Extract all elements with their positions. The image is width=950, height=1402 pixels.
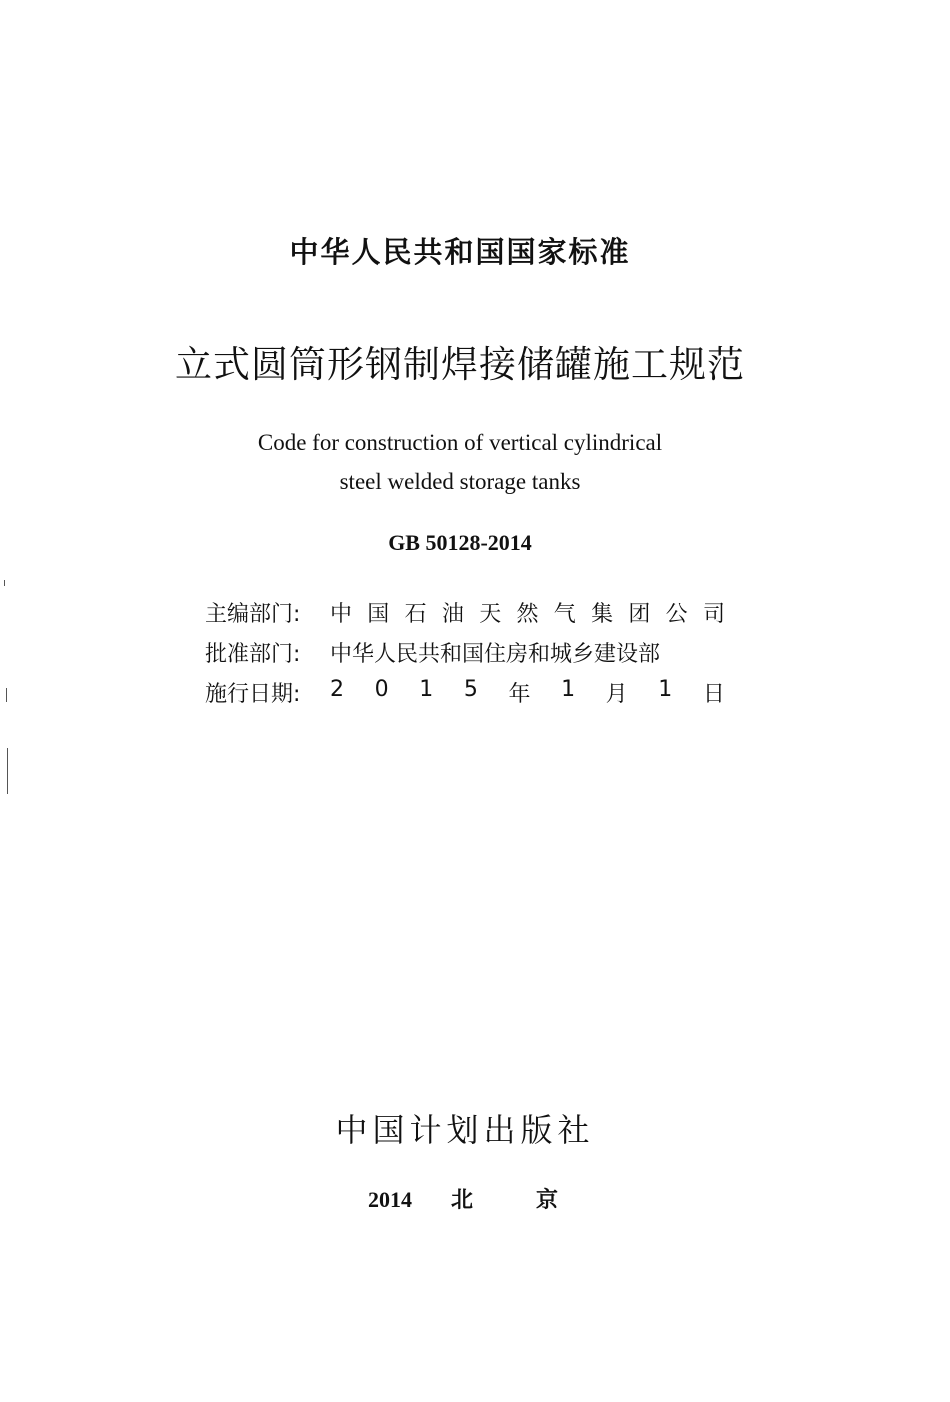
standard-code: GB 50128-2014 [388, 530, 532, 555]
date-char: 1 [658, 676, 673, 702]
english-title-line-2: steel welded storage tanks [339, 469, 581, 494]
document-title-chinese: 立式圆筒形钢制焊接储罐施工规范 [175, 343, 745, 386]
imprint-city-1: 北 [451, 1187, 474, 1212]
scan-edge-mark [6, 688, 7, 702]
date-char: 0 [374, 676, 389, 702]
effective-date-label: 施行日期: [205, 681, 301, 707]
editor-label: 主编部门: [205, 601, 301, 627]
imprint-line [368, 1183, 558, 1214]
editor-char: 司 [702, 601, 725, 627]
date-char: 日 [702, 681, 725, 707]
scan-edge-mark [4, 580, 5, 586]
date-char: 1 [561, 676, 576, 702]
approver-row [205, 632, 725, 672]
date-char: 月 [605, 681, 628, 707]
editor-char: 国 [367, 601, 390, 627]
editor-char: 公 [665, 601, 688, 627]
date-char: 5 [463, 676, 478, 702]
editor-char: 天 [479, 601, 502, 627]
english-title-line-1: Code for construction of vertical cylindrical [257, 430, 663, 455]
approver-value: 中华人民共和国住房和城乡建设部 [330, 641, 661, 667]
standard-metadata [205, 592, 725, 712]
national-standard-heading: 中华人民共和国国家标准 [289, 235, 631, 269]
approver-label: 批准部门: [205, 641, 301, 667]
editor-char: 团 [628, 601, 651, 627]
effective-date-value [330, 677, 725, 708]
date-char: 1 [419, 676, 434, 702]
editor-char: 石 [404, 601, 427, 627]
editor-value [330, 597, 725, 628]
date-char: 2 [330, 676, 344, 702]
editor-row [205, 592, 725, 632]
editor-char: 中 [330, 601, 353, 627]
editor-char: 集 [591, 601, 614, 627]
publisher-name: 中国计划出版社 [335, 1111, 595, 1149]
scan-edge-mark [7, 748, 8, 794]
imprint-year: 2014 [368, 1187, 412, 1212]
date-char: 年 [508, 681, 531, 707]
editor-char: 油 [441, 601, 464, 627]
effective-date-row [205, 672, 725, 712]
document-title-english [0, 423, 920, 501]
editor-char: 然 [516, 601, 539, 627]
imprint-city-2: 京 [536, 1187, 559, 1212]
editor-char: 气 [553, 601, 576, 627]
